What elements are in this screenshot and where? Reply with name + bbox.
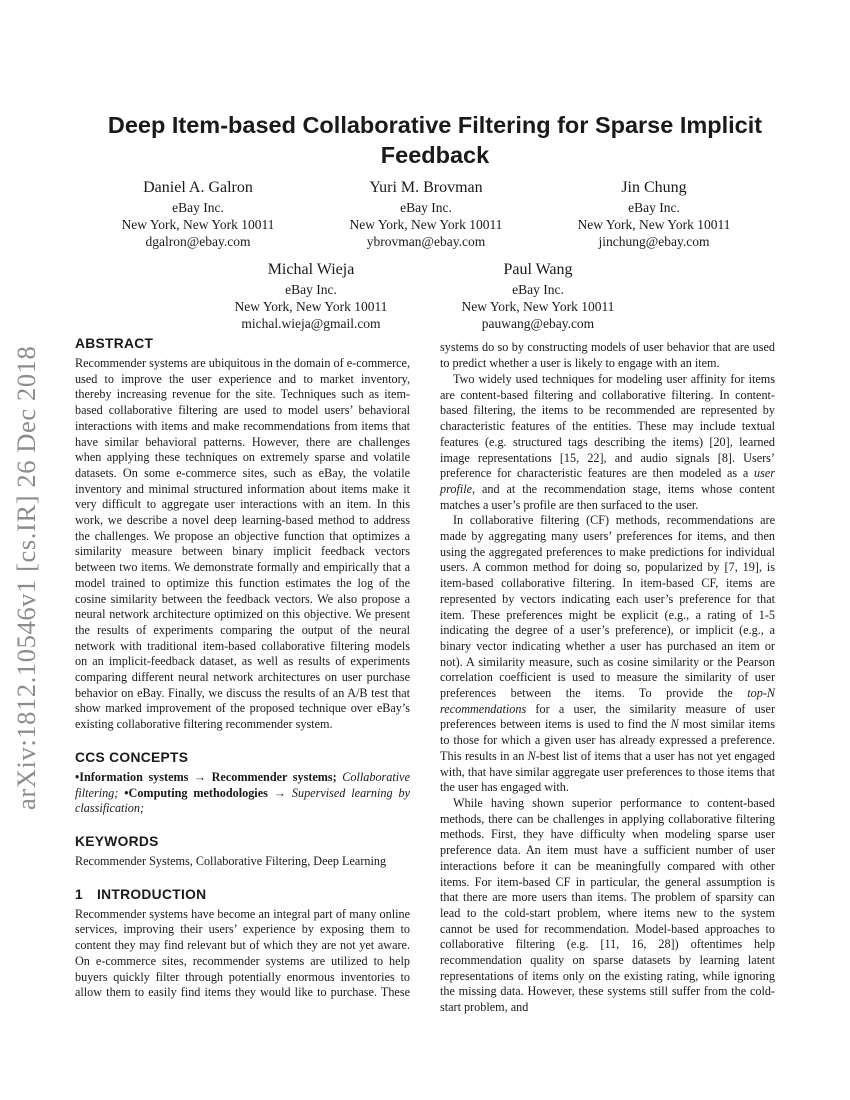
keywords-text: Recommender Systems, Collaborative Filtering, Deep Learning xyxy=(75,853,387,868)
top-n-term: top-N recommendations xyxy=(440,686,776,716)
intro-paragraph-1-continued xyxy=(440,340,775,372)
intro-paragraph-1: Recommender systems have become an integral part of many online services, improving their users’ experience by exposing them to content they may find relevant but of which they are not yet aware. On e-commerce sites, recommender systems are utilized to help buyers quickly filter through potentially enormous inventories to allow them to easily find items they would like to purchase. These xyxy=(75,906,410,1000)
author-address: New York, New York 10011 xyxy=(461,299,615,314)
author-address: New York, New York 10011 xyxy=(121,217,275,232)
intro-paragraph-2: Two widely used techniques for modeling user affinity for items are content-based filtering and collaborative filtering. In content-based filtering, the items to be recommended are represented by characteristic features of the entities. These may include textual features (e.g. structured tags describing the items) [20], learned image representations [15, 22], and audio signals [8]. Users’ preference for characteristic features are then modeled as a user profile, and at the recommendation stage, items whose content matches a user’s profile are then surfaced to the user. xyxy=(440,372,775,512)
author-address: New York, New York 10011 xyxy=(577,217,731,232)
author-block xyxy=(306,177,546,250)
author-affiliation: eBay Inc. xyxy=(512,282,564,297)
author-email: ybrovman@ebay.com xyxy=(366,234,486,249)
author-email: michal.wieja@gmail.com xyxy=(241,316,381,331)
ccs-bullet-1-italic: Collaborative filtering; xyxy=(75,769,410,800)
arxiv-identifier-stamp: arXiv:1812.10546v1 [cs.IR] 26 Dec 2018 xyxy=(11,345,41,810)
author-affiliation: eBay Inc. xyxy=(628,200,680,215)
ccs-concepts-heading: CCS CONCEPTS xyxy=(75,749,189,765)
author-name: Michal Wieja xyxy=(267,261,355,278)
introduction-heading xyxy=(75,887,410,903)
user-profile-term: user profile xyxy=(440,466,775,496)
author-block xyxy=(191,259,431,332)
author-email: dgalron@ebay.com xyxy=(145,234,251,249)
author-email: jinchung@ebay.com xyxy=(598,234,710,249)
abstract-heading: ABSTRACT xyxy=(75,336,154,351)
ccs-bullet-1-bold: •Information systems → Recommender systems; xyxy=(75,769,337,784)
left-column xyxy=(75,336,410,1001)
author-name: Jin Chung xyxy=(621,179,687,196)
author-affiliation: eBay Inc. xyxy=(285,282,337,297)
author-name: Yuri M. Brovman xyxy=(369,179,483,196)
author-affiliation: eBay Inc. xyxy=(172,200,224,215)
author-email: pauwang@ebay.com xyxy=(481,316,595,331)
author-block xyxy=(78,177,318,250)
author-address: New York, New York 10011 xyxy=(349,217,503,232)
intro-paragraph-3: In collaborative filtering (CF) methods, recommendations are made by aggregating many users’ preferences for items, and then using the aggregated preferences to make predictions for individual users. A common method for doing so, popularized by [7, 19], is item-based collaborative filtering. In item-based CF, items are represented by vectors indicating each user’s preference for that item. These preferences might be explicit (e.g., a rating of 1-5 indicating the degree of a user’s preference), or implicit (e.g., a binary vector indicating whether a user has purchased an item or not). A similarity measure, such as cosine similarity or the Pearson correlation coefficient is used to measure the similarity of user preferences between the items. To provide the top-N recommendations for a user, the similarity measure of user preferences between items is used to find the N most similar items to those for which a given user has already expressed a preference. This results in an N-best list of items that a user has not yet engaged with, that have similar aggregate user preferences to those items that the user has engaged with. xyxy=(440,513,776,795)
ccs-bullet-2-italic: Supervised learning by classification; xyxy=(75,785,411,816)
ccs-bullet-2-bold: •Computing methodologies → xyxy=(124,785,286,800)
section-title: INTRODUCTION xyxy=(97,886,207,902)
abstract-text: Recommender systems are ubiquitous in the domain of e-commerce, used to improve the user experience and to market inventory, thereby increasing revenue for the site. Techniques such as item-based collaborative filtering are used to model users’ behavioral interactions with items and make recommendations from items that have similar behavioral patterns. However, there are challenges when applying these techniques on extremely sparse and volatile datasets. On some e-commerce sites, such as eBay, the volatile inventory and minimal structured information about items make it very difficult to aggregate user interactions with an item. In this work, we describe a novel deep learning-based method to address the challenges. We propose an objective function that optimizes a similarity measure between binary implicit feedback vectors between two items. We demonstrate formally and empirically that a model trained to optimize this function estimates the log of the cosine similarity between the feedback vectors. We also propose a neural network architecture optimized on this objective. We present the results of experiments comparing the output of the neural network with traditional item-based collaborative filtering models on an implicit-feedback dataset, as well as results of experiments comparing different neural network architectures on user purchase behavior on eBay. Finally, we discuss the results of an A/B test that show marked improvement of the proposed technique over eBay’s existing collaborative filtering recommender system. xyxy=(75,356,410,732)
paper-title: Deep Item-based Collaborative Filtering for Sparse Implicit Feedback xyxy=(107,112,763,168)
intro-paragraph-1-overflow: systems do so by constructing models of user behavior that are used to predict whether a user is likely to engage with an item. xyxy=(440,340,775,370)
author-block xyxy=(418,259,658,332)
author-name: Daniel A. Galron xyxy=(143,179,253,196)
author-name: Paul Wang xyxy=(503,261,573,278)
author-block xyxy=(534,177,774,250)
section-number: 1 xyxy=(75,886,83,902)
author-address: New York, New York 10011 xyxy=(234,299,388,314)
ccs-concepts-text xyxy=(75,770,410,817)
keywords-heading: KEYWORDS xyxy=(75,833,159,849)
intro-paragraph-4: While having shown superior performance to content-based methods, there can be challenges in applying collaborative filtering methods. First, they have difficulty when modeling sparse user preference data. An item must have a sufficient number of user interactions before it can be meaningfully compared with other items. For item-based CF in particular, the general assumption is that there are more users than items. The problem of sparsity can lead to the cold-start problem, where items new to the system cannot be used for recommendation. Model-based approaches to collaborative filtering (e.g. [11, 16, 28]) oftentimes help recommendation quality on sparse datasets by learning latent representations of items only on the existing rating, while ignoring the missing data. However, these systems still suffer from the cold-start problem, and xyxy=(440,795,775,1015)
right-column xyxy=(440,340,775,1016)
author-affiliation: eBay Inc. xyxy=(400,200,452,215)
